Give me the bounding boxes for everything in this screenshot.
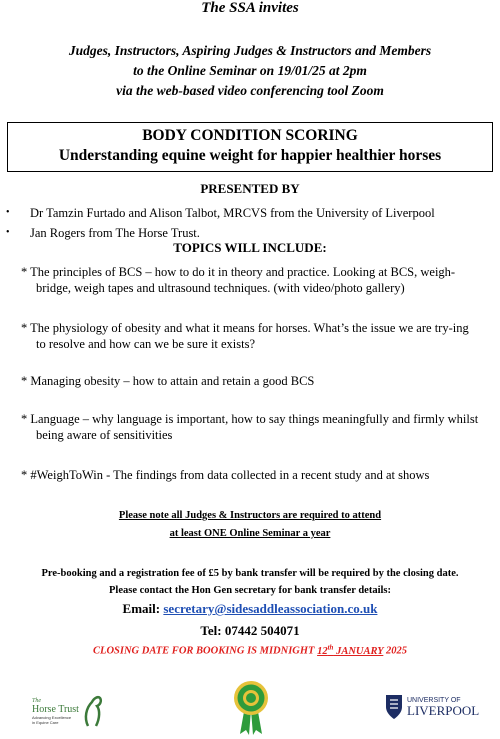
audience-line-3: via the web-based video conferencing tool Zoom — [116, 83, 384, 98]
rosette-icon — [233, 680, 269, 736]
horse-trust-tagline-1: Advancing Excellence — [32, 715, 72, 720]
horse-trust-tagline-2: in Equine Care — [32, 720, 59, 725]
closing-date — [0, 643, 500, 657]
horse-trust-prefix: The — [32, 698, 41, 704]
presenter-text: Dr Tamzin Furtado and Alison Talbot, MRCVS from the University of Liverpool — [30, 206, 435, 220]
seminar-title-box — [7, 122, 493, 172]
horse-trust-logo — [30, 692, 110, 732]
liverpool-text: LIVERPOOL — [407, 703, 480, 718]
attendance-note-line-2: at least ONE Online Seminar a year — [169, 528, 331, 539]
topic-item: * The principles of BCS – how to do it in theory and practice. Looking at BCS, weigh-bridge, weigh tapes and ultrasound techniques. (with video/photo gallery) — [21, 265, 456, 295]
seminar-title: BODY CONDITION SCORING — [142, 127, 358, 144]
presenter-text: Jan Rogers from The Horse Trust. — [30, 226, 200, 240]
bullet-icon: • — [6, 227, 10, 238]
email-label: Email: — [122, 601, 164, 616]
seminar-subtitle: Understanding equine weight for happier healthier horses — [58, 147, 442, 164]
audience-line-2: to the Online Seminar on 19/01/25 at 2pm — [133, 63, 367, 78]
topics-heading: TOPICS WILL INCLUDE: — [173, 240, 327, 255]
horse-trust-name: Horse Trust — [32, 704, 79, 715]
closing-day: 12 — [317, 645, 328, 657]
prebooking-text: Pre-booking and a registration fee of £5 by bank transfer will be required by the closing date. — [41, 568, 459, 579]
bullet-icon: • — [6, 207, 10, 218]
attendance-note-line-1: Please note all Judges & Instructors are required to attend — [118, 510, 382, 521]
university-of-text: UNIVERSITY OF — [407, 697, 461, 704]
presenter-item — [0, 203, 500, 223]
horse-head-icon — [86, 697, 101, 726]
topic-item: * The physiology of obesity and what it means for horses. What’s the issue we are try-ing to resolve and how can we be sure it exists? — [21, 321, 469, 351]
email-link[interactable]: secretary@sidesaddleassociation.co.uk — [163, 601, 378, 616]
closing-day-suffix: th — [327, 643, 334, 651]
topic-item: * Language – why language is important, how to say things meaningfully and firmly whilst being aware of sensitivities — [21, 412, 479, 442]
university-of-liverpool-logo — [384, 692, 494, 722]
presenter-list — [0, 203, 500, 243]
closing-prefix: CLOSING DATE FOR BOOKING IS MIDNIGHT — [93, 645, 318, 657]
invitation-heading: The SSA invites — [201, 0, 299, 16]
contact-secretary-text: Please contact the Hon Gen secretary for bank transfer details: — [109, 585, 391, 596]
presented-by-heading: PRESENTED BY — [200, 181, 300, 196]
audience-block — [0, 41, 500, 101]
topic-item: * #WeighToWin - The findings from data collected in a recent study and at shows — [21, 468, 430, 482]
closing-day-month — [317, 643, 384, 657]
closing-month: JANUARY — [333, 645, 384, 657]
telephone: Tel: 07442 504071 — [200, 623, 300, 638]
university-crest-icon — [386, 695, 402, 719]
email-line — [0, 601, 500, 617]
closing-year: 2025 — [383, 645, 407, 657]
topic-item: * Managing obesity – how to attain and retain a good BCS — [21, 374, 315, 388]
audience-line-1: Judges, Instructors, Aspiring Judges & Instructors and Members — [68, 43, 432, 58]
